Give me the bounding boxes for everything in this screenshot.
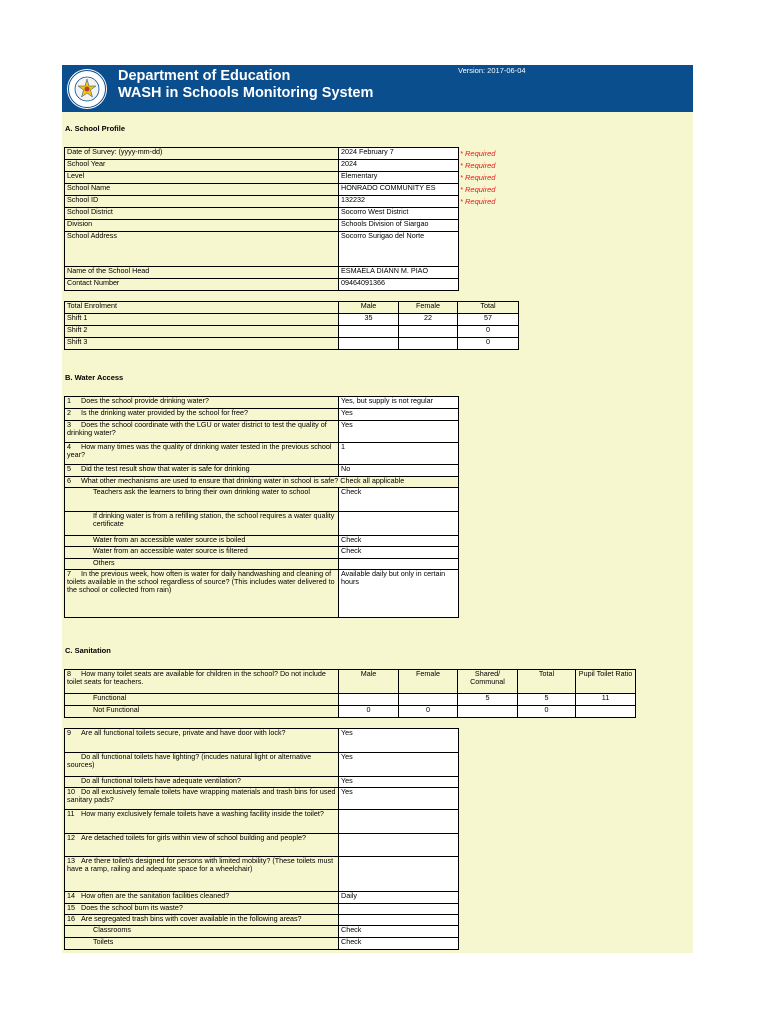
profile-label: School Name <box>65 184 339 196</box>
answer-field[interactable]: Yes <box>339 777 459 788</box>
question-label: How many toilet seats are available for children in the school? Do not include toilet seats for teachers. <box>67 669 326 686</box>
profile-label: School Year <box>65 160 339 172</box>
question-text <box>65 892 339 904</box>
app-title-line2: WASH in Schools Monitoring System <box>118 85 374 101</box>
question-label: In the previous week, how often is water for daily handwashing and cleaning of toilets available in the school regardless of source? (This includes water delivered to the school or collected from rain) <box>67 569 335 594</box>
section-title-sanitation: C. Sanitation <box>65 646 111 655</box>
question-number: 15 <box>67 903 75 912</box>
profile-row <box>65 196 459 208</box>
profile-table <box>64 147 459 291</box>
required-marker: * Required <box>460 161 496 170</box>
option-check-field[interactable]: Check <box>339 547 459 559</box>
female-seats-field[interactable] <box>399 694 458 706</box>
enrolment-header: Male <box>339 302 399 314</box>
question-label: How many exclusively female toilets have a washing facility inside the toilet? <box>81 809 324 818</box>
section-title-water: B. Water Access <box>65 373 124 382</box>
toilet-column-header: Male <box>339 670 399 694</box>
question-text <box>65 753 339 777</box>
question-text <box>65 421 339 443</box>
answer-field[interactable] <box>339 904 459 915</box>
water-question-row <box>65 570 459 618</box>
toilet-column-header: Pupil Toilet Ratio <box>576 670 636 694</box>
profile-value-field[interactable]: 132232 <box>339 196 459 208</box>
required-marker: * Required <box>460 185 496 194</box>
female-count-field[interactable]: 22 <box>399 314 458 326</box>
water-table <box>64 396 459 618</box>
question-text <box>65 810 339 834</box>
answer-field[interactable]: Yes, but supply is not regular <box>339 397 459 409</box>
answer-field[interactable] <box>339 834 459 857</box>
toilet-column-header: Shared/ Communal <box>458 670 518 694</box>
answer-field[interactable]: Yes <box>339 421 459 443</box>
toilet-column-header: Total <box>518 670 576 694</box>
profile-value-field[interactable]: 2024 February 7 <box>339 148 459 160</box>
option-label: If drinking water is from a refilling station, the school requires a water quality certificate <box>65 512 339 536</box>
question-number: 11 <box>67 809 75 818</box>
water-question-row <box>65 409 459 421</box>
option-label: Water from an accessible water source is filtered <box>65 547 339 559</box>
toilet-column-header: Female <box>399 670 458 694</box>
sanitation-question-row <box>65 788 459 810</box>
toilet-seats-table <box>64 669 636 718</box>
shift-label: Shift 1 <box>65 314 339 326</box>
enrolment-table <box>64 301 519 350</box>
toilet-status-label: Functional <box>65 694 339 706</box>
shift-label: Shift 3 <box>65 338 339 350</box>
enrolment-row <box>65 314 519 326</box>
sanitation-question-row <box>65 777 459 788</box>
question-text <box>65 397 339 409</box>
question-text <box>65 570 339 618</box>
question-text <box>65 409 339 421</box>
answer-field[interactable]: Yes <box>339 729 459 753</box>
profile-label: Level <box>65 172 339 184</box>
water-option-row <box>65 547 459 559</box>
shift-label: Shift 2 <box>65 326 339 338</box>
total-count: 0 <box>458 338 519 350</box>
pupil-toilet-ratio <box>576 706 636 718</box>
profile-row <box>65 220 459 232</box>
enrolment-row <box>65 326 519 338</box>
question-label: Does the school coordinate with the LGU or water district to test the quality of drinking water? <box>67 420 327 437</box>
male-seats-field[interactable]: 0 <box>339 706 399 718</box>
question-number: 10 <box>67 787 75 796</box>
question-number: 2 <box>67 408 71 417</box>
option-label: Water from an accessible water source is boiled <box>65 536 339 547</box>
question-label: Does the school provide drinking water? <box>81 396 209 405</box>
male-count-field[interactable]: 35 <box>339 314 399 326</box>
section-title-profile: A. School Profile <box>65 124 126 133</box>
enrolment-header-row <box>65 302 519 314</box>
question-number: 13 <box>67 856 75 865</box>
question-text <box>65 465 339 477</box>
sanitation-table <box>64 728 459 950</box>
question-number: 7 <box>67 569 71 578</box>
profile-value-field[interactable]: HONRADO COMMUNITY ES <box>339 184 459 196</box>
total-seats: 0 <box>518 706 576 718</box>
question-label: How many times was the quality of drinking water tested in the previous school year? <box>67 442 332 459</box>
option-label: Others <box>65 559 339 570</box>
question-label: Is the drinking water provided by the school for free? <box>81 408 249 417</box>
enrolment-header: Female <box>399 302 458 314</box>
profile-row <box>65 232 459 267</box>
profile-value-field[interactable]: Socorro Surigao del Norte <box>339 232 459 267</box>
profile-value-field[interactable]: ESMAELA DIANN M. PIAO <box>339 267 459 279</box>
question-number: 12 <box>67 833 75 842</box>
profile-value-field[interactable]: Socorro West District <box>339 208 459 220</box>
option-check-field[interactable]: Check <box>339 488 459 512</box>
sanitation-option-row <box>65 938 459 950</box>
total-count: 57 <box>458 314 519 326</box>
deped-seal-icon <box>66 68 108 110</box>
enrolment-row <box>65 338 519 350</box>
total-count: 0 <box>458 326 519 338</box>
question-text <box>65 788 339 810</box>
toilet-header-row <box>65 670 636 694</box>
female-count-field[interactable] <box>399 326 458 338</box>
question-text <box>65 477 459 488</box>
answer-field[interactable] <box>339 857 459 892</box>
answer-field[interactable] <box>339 810 459 834</box>
water-option-row <box>65 559 459 570</box>
answer-field[interactable] <box>339 915 459 926</box>
sanitation-question-row <box>65 753 459 777</box>
question-label: Did the test result show that water is safe for drinking <box>81 464 250 473</box>
profile-label: School Address <box>65 232 339 267</box>
question-text <box>65 729 339 753</box>
option-label: Classrooms <box>65 926 339 938</box>
option-label: Toilets <box>65 938 339 950</box>
question-label: Are all functional toilets secure, private and have door with lock? <box>81 728 286 737</box>
toilet-row <box>65 706 636 718</box>
shared-seats-field[interactable]: 5 <box>458 694 518 706</box>
sanitation-question-row <box>65 915 459 926</box>
male-count-field[interactable] <box>339 338 399 350</box>
pupil-toilet-ratio: 11 <box>576 694 636 706</box>
enrolment-header: Total Enrolment <box>65 302 339 314</box>
question-text <box>65 857 339 892</box>
shared-seats-field[interactable] <box>458 706 518 718</box>
water-question-row <box>65 397 459 409</box>
required-marker: * Required <box>460 149 496 158</box>
sanitation-question-row <box>65 810 459 834</box>
water-question-row <box>65 443 459 465</box>
profile-row <box>65 279 459 291</box>
profile-label: Division <box>65 220 339 232</box>
sanitation-question-row <box>65 892 459 904</box>
sanitation-question-row <box>65 904 459 915</box>
toilet-row <box>65 694 636 706</box>
profile-row <box>65 208 459 220</box>
question-number: 6 <box>67 476 71 485</box>
question-label: Are there toilet/s designed for persons with limited mobility? (These toilets must have a ramp, railing and adequate space for a wheelchair) <box>67 856 334 873</box>
question-number: 4 <box>67 442 71 451</box>
profile-value-field[interactable]: Schools Division of Siargao <box>339 220 459 232</box>
sanitation-option-row <box>65 926 459 938</box>
profile-value-field[interactable]: Elementary <box>339 172 459 184</box>
answer-field[interactable]: No <box>339 465 459 477</box>
question-number: 1 <box>67 396 71 405</box>
answer-field[interactable]: Yes <box>339 788 459 810</box>
question-number: 16 <box>67 914 75 923</box>
question-number: 14 <box>67 891 75 900</box>
question-text <box>65 915 339 926</box>
question-number: 8 <box>67 669 71 678</box>
answer-field[interactable]: Yes <box>339 753 459 777</box>
profile-row <box>65 184 459 196</box>
profile-label: School District <box>65 208 339 220</box>
question-text <box>65 777 339 788</box>
question-text <box>65 834 339 857</box>
answer-field[interactable]: Daily <box>339 892 459 904</box>
question-number: 9 <box>67 728 71 737</box>
option-check-field[interactable]: Check <box>339 938 459 950</box>
male-seats-field[interactable] <box>339 694 399 706</box>
question-text <box>65 904 339 915</box>
sanitation-question-row <box>65 857 459 892</box>
question-label: What other mechanisms are used to ensure that drinking water in school is safe? Check all applicable <box>81 476 405 485</box>
profile-value-field[interactable]: 2024 <box>339 160 459 172</box>
option-check-field[interactable] <box>339 559 459 570</box>
water-question-row <box>65 421 459 443</box>
answer-field[interactable]: Yes <box>339 409 459 421</box>
required-marker: * Required <box>460 197 496 206</box>
app-title-line1: Department of Education <box>118 68 291 84</box>
profile-label: Date of Survey: (yyyy-mm-dd) <box>65 148 339 160</box>
total-seats: 5 <box>518 694 576 706</box>
question-text <box>65 443 339 465</box>
option-check-field[interactable]: Check <box>339 926 459 938</box>
question-label: How often are the sanitation facilities cleaned? <box>81 891 230 900</box>
profile-value-field[interactable]: 09464091366 <box>339 279 459 291</box>
version-label: Version: 2017-06-04 <box>458 66 526 75</box>
water-option-row <box>65 536 459 547</box>
question-text <box>65 670 339 694</box>
option-check-field[interactable]: Check <box>339 536 459 547</box>
profile-row <box>65 160 459 172</box>
sanitation-question-row <box>65 834 459 857</box>
question-label: Do all exclusively female toilets have wrapping materials and trash bins for used sanitary pads? <box>67 787 336 804</box>
water-question-row <box>65 477 459 488</box>
answer-field[interactable]: 1 <box>339 443 459 465</box>
male-count-field[interactable] <box>339 326 399 338</box>
question-label: Does the school burn its waste? <box>81 903 183 912</box>
toilet-status-label: Not Functional <box>65 706 339 718</box>
profile-row <box>65 267 459 279</box>
question-label: Do all functional toilets have lighting? (incudes natural light or alternative sources) <box>67 752 312 769</box>
answer-field[interactable]: Available daily but only in certain hours <box>339 570 459 618</box>
water-question-row <box>65 465 459 477</box>
water-option-row <box>65 488 459 512</box>
option-label: Teachers ask the learners to bring their own drinking water to school <box>65 488 339 512</box>
option-check-field[interactable] <box>339 512 459 536</box>
profile-row <box>65 148 459 160</box>
female-count-field[interactable] <box>399 338 458 350</box>
required-marker: * Required <box>460 173 496 182</box>
enrolment-header: Total <box>458 302 519 314</box>
profile-label: Name of the School Head <box>65 267 339 279</box>
sanitation-question-row <box>65 729 459 753</box>
question-number: 5 <box>67 464 71 473</box>
profile-row <box>65 172 459 184</box>
female-seats-field[interactable]: 0 <box>399 706 458 718</box>
profile-label: Contact Number <box>65 279 339 291</box>
question-label: Are segregated trash bins with cover available in the following areas? <box>81 914 302 923</box>
question-label: Are detached toilets for girls within view of school building and people? <box>81 833 306 842</box>
question-number: 3 <box>67 420 71 429</box>
question-label: Do all functional toilets have adequate ventilation? <box>81 776 241 785</box>
water-option-row <box>65 512 459 536</box>
profile-label: School ID <box>65 196 339 208</box>
